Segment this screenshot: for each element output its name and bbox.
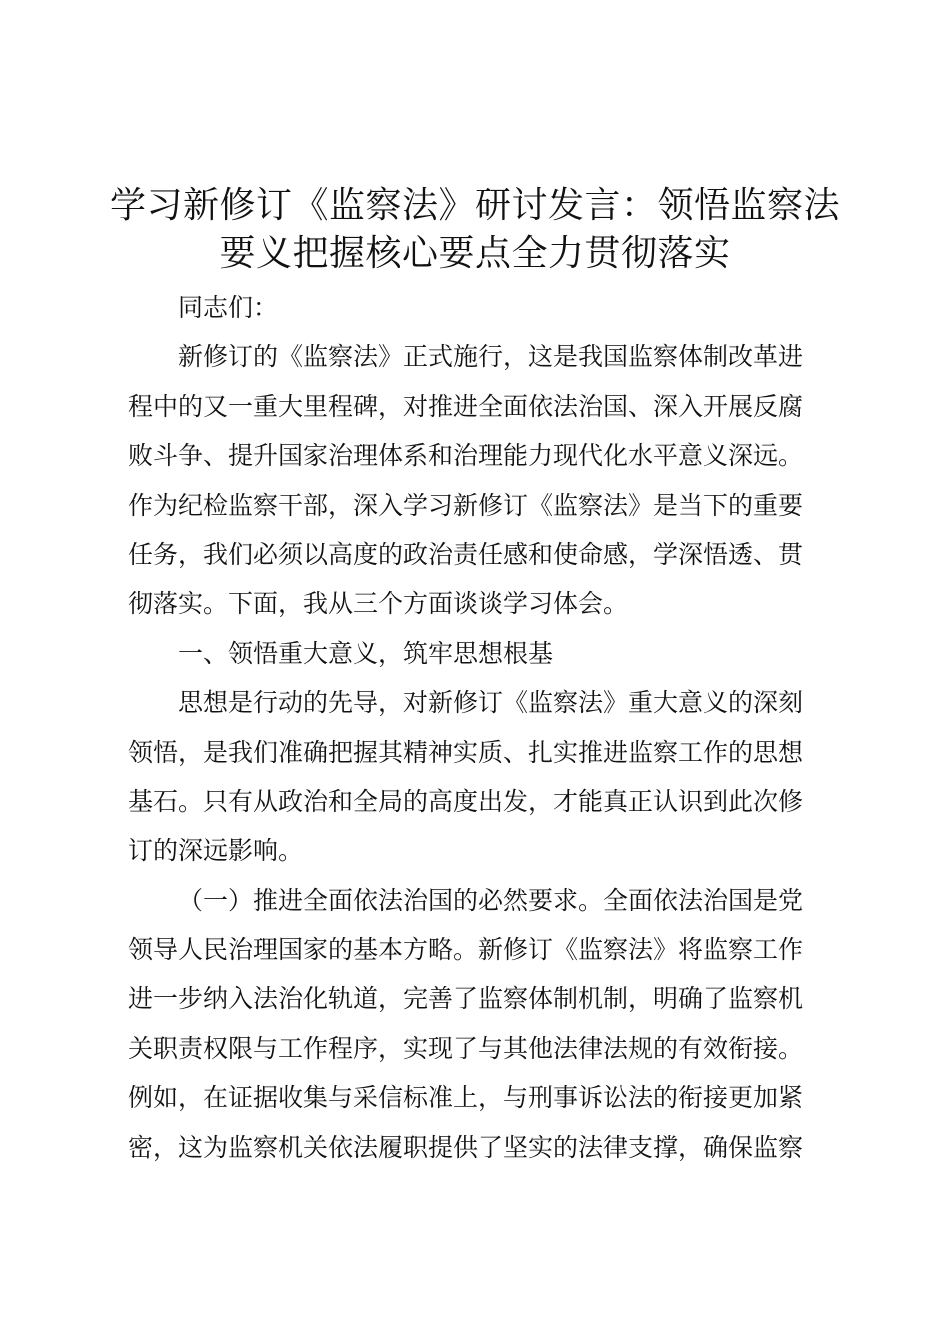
paragraph-line: 关职责权限与工作程序，实现了与其他法律法规的有效衔接。 (128, 1033, 804, 1063)
title-line-2: 要义把握核心要点全力贯彻落实 (219, 233, 731, 274)
section-heading: 一、领悟重大意义，筑牢思想根基 (178, 638, 554, 668)
document-body (128, 283, 830, 1172)
paragraph-line: 思想是行动的先导，对新修订《监察法》重大意义的深刻 (178, 688, 804, 718)
paragraph-line: 进一步纳入法治化轨道，完善了监察体制机制，明确了监察机 (128, 984, 804, 1014)
title-line-1: 学习新修订《监察法》研讨发言：领悟监察法 (110, 185, 841, 226)
paragraph-line: 新修订的《监察法》正式施行，这是我国监察体制改革进 (178, 342, 804, 372)
paragraph-line: 程中的又一重大里程碑，对推进全面依法治国、深入开展反腐 (128, 391, 804, 421)
paragraph-line: 彻落实。下面，我从三个方面谈谈学习体会。 (128, 589, 629, 619)
paragraph-line: 任务，我们必须以高度的政治责任感和使命感，学深悟透、贯 (128, 539, 804, 569)
paragraph-line: 基石。只有从政治和全局的高度出发，才能真正认识到此次修 (128, 786, 804, 816)
paragraph-line: 订的深远影响。 (128, 836, 304, 866)
paragraph-line: 败斗争、提升国家治理体系和治理能力现代化水平意义深远。 (128, 441, 804, 471)
paragraph-line: 领悟，是我们准确把握其精神实质、扎实推进监察工作的思想 (128, 737, 804, 767)
salutation: 同志们： (178, 293, 279, 322)
paragraph-line: 作为纪检监察干部，深入学习新修订《监察法》是当下的重要 (128, 490, 804, 520)
document-title (110, 182, 840, 278)
paragraph-line: 密，这为监察机关依法履职提供了坚实的法律支撑，确保监察 (128, 1132, 804, 1162)
paragraph-line: 领导人民治理国家的基本方略。新修订《监察法》将监察工作 (128, 935, 804, 965)
paragraph-line: 例如，在证据收集与采信标准上，与刑事诉讼法的衔接更加紧 (128, 1083, 804, 1113)
paragraph-line: （一）推进全面依法治国的必然要求。全面依法治国是党 (178, 885, 804, 915)
